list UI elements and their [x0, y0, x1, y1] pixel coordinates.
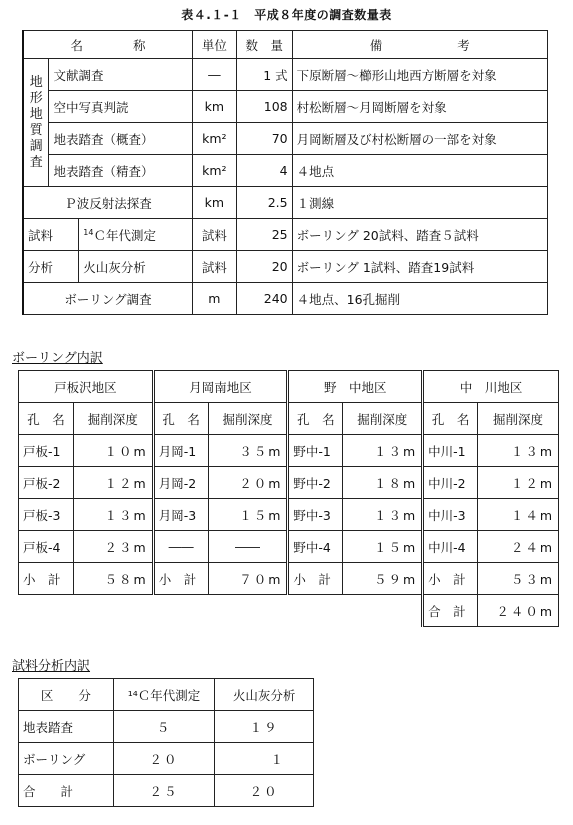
- hole-name: 戸板-1: [19, 435, 74, 467]
- row-qty: 2.5: [236, 187, 292, 219]
- row-name: 文献調査: [49, 59, 192, 91]
- hole-name: ――: [153, 531, 208, 563]
- row-note: ４地点、16孔掘削: [292, 283, 547, 315]
- depth-value: ２０m: [208, 467, 288, 499]
- boring-row: [19, 531, 559, 563]
- sample-ash-value: １９: [215, 711, 314, 743]
- boring-section-title: ボーリング内訳: [12, 351, 103, 366]
- hole-name: 月岡-3: [153, 499, 208, 531]
- row-name: Ｃ年代測定: [93, 227, 156, 243]
- row-note: ボーリング 20試料、踏査５試料: [292, 219, 547, 251]
- sample-row-label: ボーリング: [19, 743, 114, 775]
- group-geology-label: [28, 75, 44, 171]
- group-geology-char: 形: [29, 90, 43, 106]
- hole-name: 野中-3: [288, 499, 343, 531]
- depth-value: １５m: [208, 499, 288, 531]
- row-qty: 240: [236, 283, 292, 315]
- subtotal-label: 小 計: [288, 563, 343, 595]
- row-qty: 108: [236, 91, 292, 123]
- district-header: 戸板沢地区: [19, 371, 154, 403]
- depth-value: １４m: [478, 499, 559, 531]
- group-geology-char: 質: [29, 122, 43, 138]
- group-sample-1: 試料: [23, 219, 79, 251]
- depth-value: １０m: [73, 435, 153, 467]
- depth-value: ２３m: [73, 531, 153, 563]
- hole-name: 中川-3: [423, 499, 478, 531]
- row-qty: 1 式: [236, 59, 292, 91]
- total-label: 合 計: [423, 595, 478, 627]
- row-unit: km²: [192, 155, 236, 187]
- subtotal-value: ５９m: [343, 563, 423, 595]
- depth-value: １３m: [343, 435, 423, 467]
- row-unit: ―: [192, 59, 236, 91]
- row-name: 地表踏査（概査）: [49, 123, 192, 155]
- col-depth-header: 掘削深度: [478, 403, 559, 435]
- header-name: 名 称: [23, 31, 192, 59]
- col-hole-header: 孔 名: [423, 403, 478, 435]
- hole-name: 野中-1: [288, 435, 343, 467]
- hole-name: 戸板-2: [19, 467, 74, 499]
- col-depth-header: 掘削深度: [73, 403, 153, 435]
- depth-value: １３m: [73, 499, 153, 531]
- subtotal-label: 小 計: [423, 563, 478, 595]
- row-qty: 25: [236, 219, 292, 251]
- sample-header-category: 区 分: [19, 679, 114, 711]
- survey-quantity-table: [22, 30, 548, 315]
- sample-header-ash: 火山灰分析: [215, 679, 314, 711]
- depth-value: ２４m: [478, 531, 559, 563]
- subtotal-value: ５３m: [478, 563, 559, 595]
- col-depth-header: 掘削深度: [343, 403, 423, 435]
- boring-row: [19, 499, 559, 531]
- row-note: ４地点: [292, 155, 547, 187]
- row-unit: km: [192, 187, 236, 219]
- sample-c14-value: ２０: [113, 743, 215, 775]
- group-geology: [23, 59, 49, 187]
- row-unit: m: [192, 283, 236, 315]
- row-qty: 70: [236, 123, 292, 155]
- row-note: １測線: [292, 187, 547, 219]
- depth-value: １３m: [343, 499, 423, 531]
- header-qty: 数 量: [236, 31, 292, 59]
- sample-ash-value: ２０: [215, 775, 314, 807]
- row-name-c14: [79, 219, 193, 251]
- district-header: 野 中地区: [288, 371, 423, 403]
- row-qty: 20: [236, 251, 292, 283]
- depth-value: １８m: [343, 467, 423, 499]
- row-note: 村松断層〜月岡断層を対象: [292, 91, 547, 123]
- superscript-14: 14: [83, 227, 94, 237]
- row-unit: 試料: [192, 219, 236, 251]
- row-name: 空中写真判読: [49, 91, 192, 123]
- row-name: 火山灰分析: [79, 251, 193, 283]
- row-unit: km: [192, 91, 236, 123]
- hole-name: 戸板-3: [19, 499, 74, 531]
- header-unit: 単位: [192, 31, 236, 59]
- hole-name: 月岡-1: [153, 435, 208, 467]
- sample-c14-value: ２５: [113, 775, 215, 807]
- boring-breakdown-table: [18, 370, 559, 627]
- depth-value: １５m: [343, 531, 423, 563]
- hole-name: 月岡-2: [153, 467, 208, 499]
- sample-row-label: 合 計: [19, 775, 114, 807]
- row-note: 下原断層〜櫛形山地西方断層を対象: [292, 59, 547, 91]
- sample-analysis-table: [18, 678, 314, 807]
- hole-name: 中川-4: [423, 531, 478, 563]
- table-caption: 表４.１-１ 平成８年度の調査数量表: [181, 8, 392, 22]
- boring-row: [19, 467, 559, 499]
- row-name: 地表踏査（精査）: [49, 155, 192, 187]
- total-value: ２４０m: [478, 595, 559, 627]
- row-name-seismic: Ｐ波反射法探査: [23, 187, 192, 219]
- sample-c14-value: ５: [113, 711, 215, 743]
- row-unit: 試料: [192, 251, 236, 283]
- depth-value: ３５m: [208, 435, 288, 467]
- depth-value: １３m: [478, 435, 559, 467]
- row-note: 月岡断層及び村松断層の一部を対象: [292, 123, 547, 155]
- boring-row: [19, 435, 559, 467]
- hole-name: 野中-4: [288, 531, 343, 563]
- sample-section-title: 試料分析内訳: [12, 659, 91, 674]
- hole-name: 中川-2: [423, 467, 478, 499]
- district-header: 中 川地区: [423, 371, 559, 403]
- hole-name: 中川-1: [423, 435, 478, 467]
- subtotal-value: ７０m: [208, 563, 288, 595]
- total-spacer: [19, 595, 423, 627]
- row-qty: 4: [236, 155, 292, 187]
- col-hole-header: 孔 名: [153, 403, 208, 435]
- sample-ash-value: １: [215, 743, 314, 775]
- district-header: 月岡南地区: [153, 371, 288, 403]
- header-note: 備 考: [292, 31, 547, 59]
- row-name-boring: ボーリング調査: [23, 283, 192, 315]
- depth-value: １２m: [478, 467, 559, 499]
- depth-value: １２m: [73, 467, 153, 499]
- group-geology-char: 地: [29, 74, 43, 90]
- group-geology-char: 地: [29, 106, 43, 122]
- subtotal-value: ５８m: [73, 563, 153, 595]
- group-geology-char: 査: [29, 154, 43, 170]
- row-note: ボーリング 1試料、踏査19試料: [292, 251, 547, 283]
- group-geology-char: 調: [29, 138, 43, 154]
- col-hole-header: 孔 名: [19, 403, 74, 435]
- subtotal-label: 小 計: [153, 563, 208, 595]
- row-unit: km²: [192, 123, 236, 155]
- group-sample-2: 分析: [23, 251, 79, 283]
- hole-name: 野中-2: [288, 467, 343, 499]
- subtotal-label: 小 計: [19, 563, 74, 595]
- sample-header-c14: ¹⁴Ｃ年代測定: [113, 679, 215, 711]
- col-depth-header: 掘削深度: [208, 403, 288, 435]
- sample-row-label: 地表踏査: [19, 711, 114, 743]
- hole-name: 戸板-4: [19, 531, 74, 563]
- depth-value: ――: [208, 531, 288, 563]
- col-hole-header: 孔 名: [288, 403, 343, 435]
